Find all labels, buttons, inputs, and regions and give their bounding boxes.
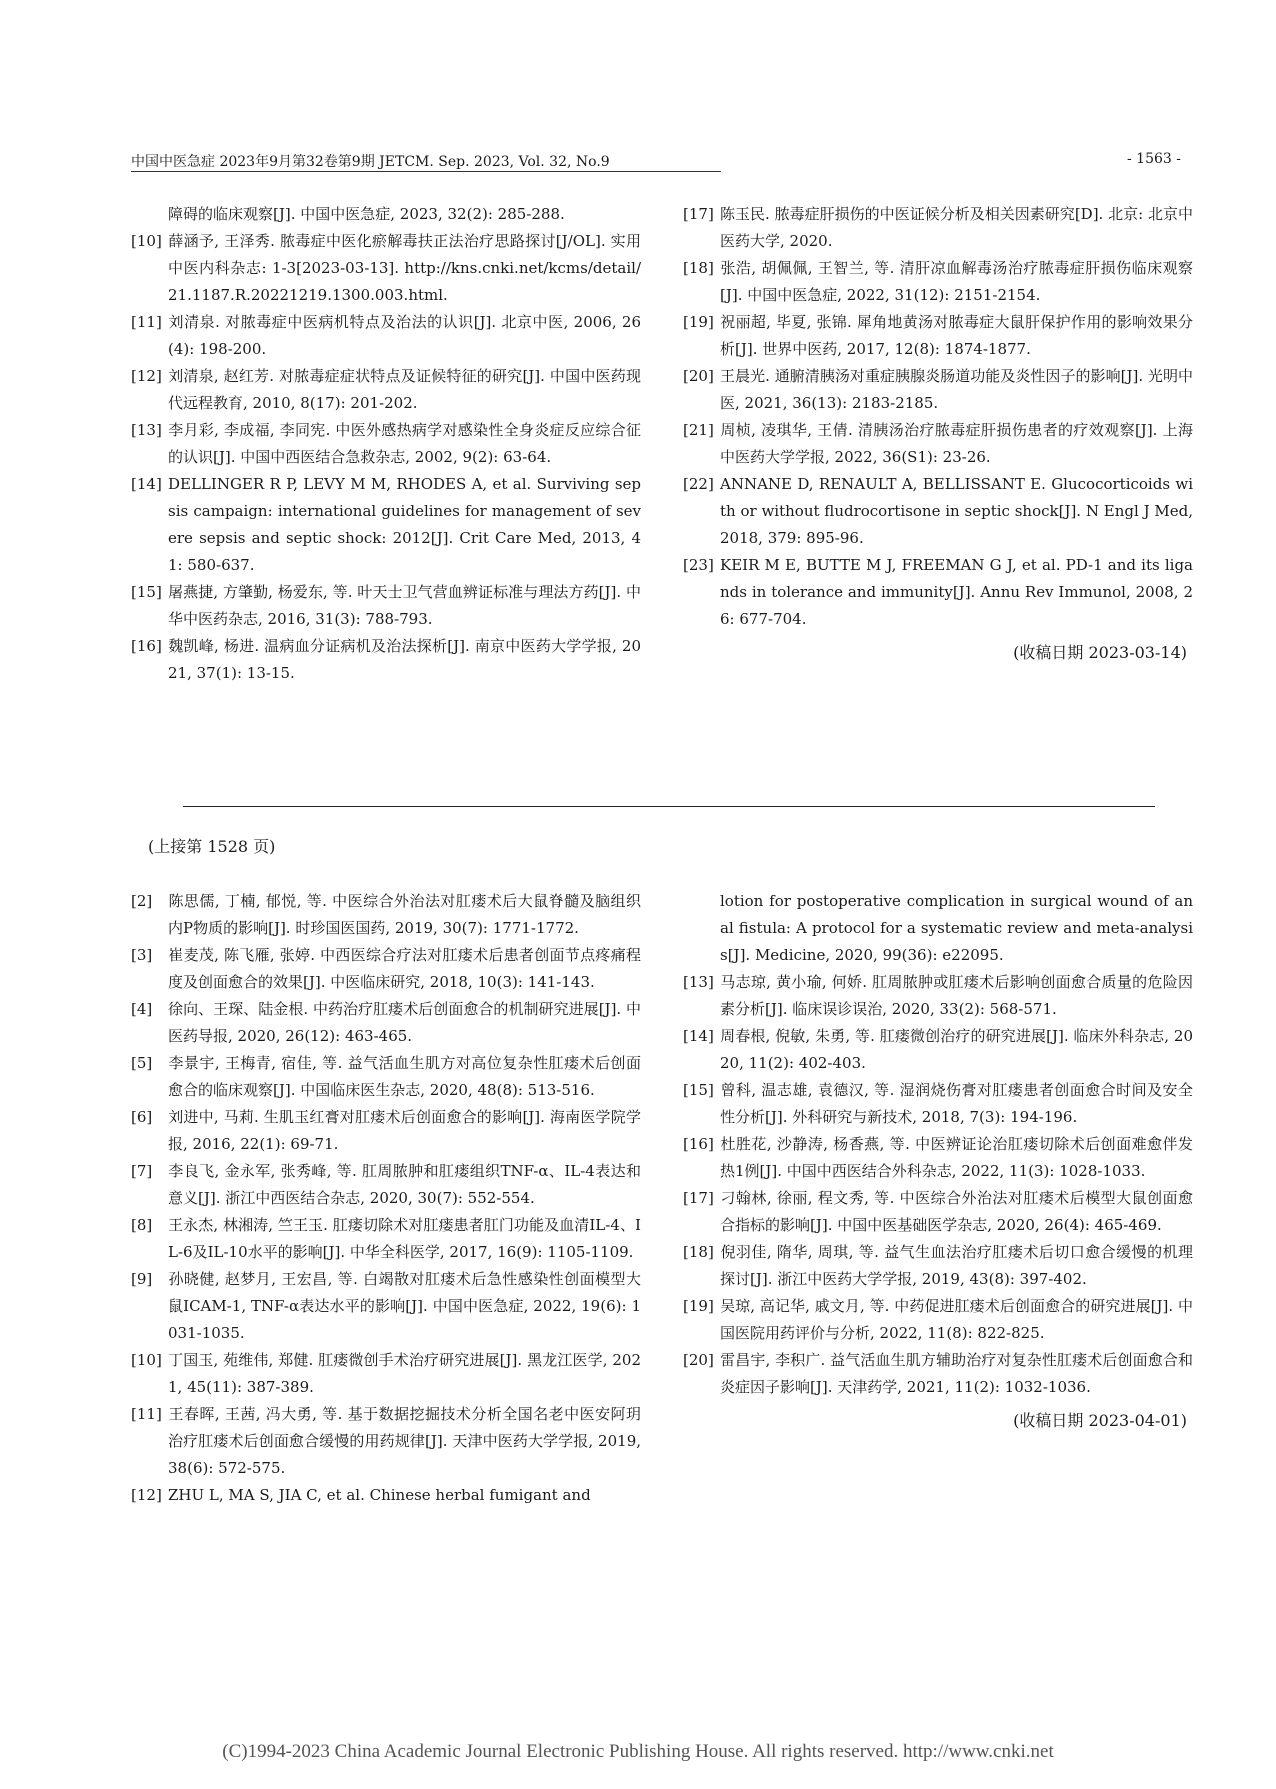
continuation-text: lotion for postoperative complication in surgical wound of anal fistula: A protocol for a systematic review and meta-analysis[J]. Medicine, 2020, 99(36): e22095. xyxy=(720,892,1193,964)
reference-number: [15] xyxy=(131,583,162,601)
reference-item xyxy=(131,1266,641,1347)
reference-text: 倪羽佳, 隋华, 周琪, 等. 益气生血法治疗肛瘘术后切口愈合缓慢的机理探讨[J]. 浙江中医药大学学报, 2019, 43(8): 397-402. xyxy=(720,1243,1193,1288)
reference-item xyxy=(131,1401,641,1482)
reference-number: [17] xyxy=(683,1189,714,1207)
reference-item xyxy=(131,579,641,633)
reference-number: [16] xyxy=(131,637,162,655)
reference-number: [14] xyxy=(131,475,162,493)
reference-item xyxy=(683,201,1193,255)
reference-item xyxy=(683,1077,1193,1131)
reference-text: ANNANE D, RENAULT A, BELLISSANT E. Glucocorticoids with or without fludrocortisone in septic shock[J]. N Engl J Med, 2018, 379: 895-96. xyxy=(720,475,1193,547)
reference-text: 崔麦茂, 陈飞雁, 张婷. 中西医综合疗法对肛瘘术后患者创面节点疼痛程度及创面愈合的效果[J]. 中医临床研究, 2018, 10(3): 141-143. xyxy=(168,946,641,991)
reference-item xyxy=(131,417,641,471)
reference-text: 薛涵予, 王泽秀. 脓毒症中医化瘀解毒扶正法治疗思路探讨[J/OL]. 实用中医内科杂志: 1-3[2023-03-13]. http://kns.cnki.net/kcms/detail/21.1187.R.20221219.1300.003.html. xyxy=(168,232,641,304)
received-date: (收稿日期 2023-04-01) xyxy=(1013,1411,1187,1430)
reference-item xyxy=(683,471,1193,552)
reference-text: 刘清泉, 赵红芳. 对脓毒症症状特点及证候特征的研究[J]. 中国中医药现代远程教育, 2010, 8(17): 201-202. xyxy=(168,367,641,412)
reference-text: 吴琼, 高记华, 戚文月, 等. 中药促进肛瘘术后创面愈合的研究进展[J]. 中国医院用药评价与分析, 2022, 11(8): 822-825. xyxy=(720,1297,1193,1342)
reference-text: 陈玉民. 脓毒症肝损伤的中医证候分析及相关因素研究[D]. 北京: 北京中医药大学, 2020. xyxy=(720,205,1193,250)
reference-text: 王永杰, 林湘涛, 竺王玉. 肛瘘切除术对肛瘘患者肛门功能及血清IL-4、IL-6及IL-10水平的影响[J]. 中华全科医学, 2017, 16(9): 1105-1109. xyxy=(168,1216,641,1261)
reference-number: [5] xyxy=(131,1054,153,1072)
top-right-column xyxy=(683,201,1193,666)
reference-number: [21] xyxy=(683,421,714,439)
reference-number: [13] xyxy=(683,973,714,991)
reference-number: [6] xyxy=(131,1108,153,1126)
reference-number: [16] xyxy=(683,1135,714,1153)
reference-text: 李景宇, 王梅青, 宿佳, 等. 益气活血生肌方对高位复杂性肛瘘术后创面愈合的临床观察[J]. 中国临床医生杂志, 2020, 48(8): 513-516. xyxy=(168,1054,641,1099)
reference-list xyxy=(683,969,1193,1401)
reference-item xyxy=(131,309,641,363)
reference-number: [12] xyxy=(131,1486,162,1504)
reference-item xyxy=(683,1023,1193,1077)
page-number: - 1563 - xyxy=(1127,151,1181,167)
reference-item xyxy=(131,1482,641,1509)
reference-text: DELLINGER R P, LEVY M M, RHODES A, et al. Surviving sepsis campaign: international guidelines for management of severe sepsis and septic shock: 2012[J]. Crit Care Med, 2013, 41: 580-637. xyxy=(168,475,641,574)
reference-list xyxy=(131,228,641,687)
reference-item xyxy=(131,633,641,687)
copyright-footer: (C)1994-2023 China Academic Journal Electronic Publishing House. All rights reserved. http://www.cnki.net xyxy=(222,1741,1054,1762)
reference-text: 曾科, 温志雄, 袁德汉, 等. 湿润烧伤膏对肛瘘患者创面愈合时间及安全性分析[J]. 外科研究与新技术, 2018, 7(3): 194-196. xyxy=(720,1081,1193,1126)
reference-number: [22] xyxy=(683,475,714,493)
continuation-text: 障碍的临床观察[J]. 中国中医急症, 2023, 32(2): 285-288. xyxy=(168,205,565,223)
top-left-column xyxy=(131,201,641,687)
reference-number: [10] xyxy=(131,232,162,250)
reference-item xyxy=(131,1347,641,1401)
reference-text: 徐向、王琛、陆金根. 中药治疗肛瘘术后创面愈合的机制研究进展[J]. 中医药导报, 2020, 26(12): 463-465. xyxy=(168,1000,641,1045)
reference-text: 李良飞, 金永军, 张秀峰, 等. 肛周脓肿和肛瘘组织TNF-α、IL-4表达和意义[J]. 浙江中西医结合杂志, 2020, 30(7): 552-554. xyxy=(168,1162,641,1207)
reference-number: [8] xyxy=(131,1216,153,1234)
reference-text: 马志琼, 黄小瑜, 何娇. 肛周脓肿或肛瘘术后影响创面愈合质量的危险因素分析[J]. 临床误诊误治, 2020, 33(2): 568-571. xyxy=(720,973,1193,1018)
reference-number: [15] xyxy=(683,1081,714,1099)
reference-number: [20] xyxy=(683,1351,714,1369)
reference-text: 刁翰林, 徐丽, 程文秀, 等. 中医综合外治法对肛瘘术后模型大鼠创面愈合指标的影响[J]. 中国中医基础医学杂志, 2020, 26(4): 465-469. xyxy=(720,1189,1193,1234)
reference-number: [12] xyxy=(131,367,162,385)
reference-number: [20] xyxy=(683,367,714,385)
reference-text: 王春晖, 王茜, 冯大勇, 等. 基于数据挖掘技术分析全国名老中医安阿玥治疗肛瘘术后创面愈合缓慢的用药规律[J]. 天津中医药大学学报, 2019, 38(6): 572-575. xyxy=(168,1405,641,1477)
journal-header: 中国中医急症 2023年9月第32卷第9期 JETCM. Sep. 2023, Vol. 32, No.9 xyxy=(131,154,610,170)
reference-text: 李月彩, 李成福, 李同宪. 中医外感热病学对感染性全身炎症反应综合征的认识[J]. 中国中西医结合急救杂志, 2002, 9(2): 63-64. xyxy=(168,421,641,466)
header-rule xyxy=(131,171,721,172)
reference-text: 周春根, 倪敏, 朱勇, 等. 肛瘘微创治疗的研究进展[J]. 临床外科杂志, 2020, 11(2): 402-403. xyxy=(720,1027,1193,1072)
reference-number: [19] xyxy=(683,1297,714,1315)
reference-item xyxy=(131,1050,641,1104)
continued-from-note: (上接第 1528 页) xyxy=(148,837,276,856)
reference-item xyxy=(131,888,641,942)
reference-number: [11] xyxy=(131,1405,162,1423)
reference-number: [17] xyxy=(683,205,714,223)
reference-text: KEIR M E, BUTTE M J, FREEMAN G J, et al. PD-1 and its ligands in tolerance and immunity[J]. Annu Rev Immunol, 2008, 26: 677-704. xyxy=(720,556,1193,628)
reference-item xyxy=(683,1185,1193,1239)
reference-number: [7] xyxy=(131,1162,153,1180)
bottom-left-column xyxy=(131,888,641,1509)
reference-item xyxy=(683,417,1193,471)
reference-list xyxy=(683,201,1193,633)
reference-item xyxy=(683,309,1193,363)
reference-item xyxy=(683,1293,1193,1347)
reference-number: [3] xyxy=(131,946,153,964)
reference-number: [18] xyxy=(683,1243,714,1261)
reference-item xyxy=(131,471,641,579)
reference-text: 丁国玉, 苑维伟, 郑健. 肛瘘微创手术治疗研究进展[J]. 黑龙江医学, 2021, 45(11): 387-389. xyxy=(168,1351,641,1396)
reference-item xyxy=(683,255,1193,309)
reference-item xyxy=(683,969,1193,1023)
reference-item xyxy=(131,942,641,996)
reference-item xyxy=(131,363,641,417)
reference-item xyxy=(683,552,1193,633)
reference-item xyxy=(131,996,641,1050)
reference-item xyxy=(683,1239,1193,1293)
reference-text: ZHU L, MA S, JIA C, et al. Chinese herbal fumigant and xyxy=(168,1486,591,1504)
reference-text: 陈思儒, 丁楠, 郁悦, 等. 中医综合外治法对肛瘘术后大鼠脊髓及脑组织内P物质的影响[J]. 时珍国医国药, 2019, 30(7): 1771-1772. xyxy=(168,892,641,937)
reference-number: [13] xyxy=(131,421,162,439)
reference-item xyxy=(131,228,641,309)
reference-text: 周桢, 凌琪华, 王倩. 清胰汤治疗脓毒症肝损伤患者的疗效观察[J]. 上海中医药大学学报, 2022, 36(S1): 23-26. xyxy=(720,421,1193,466)
reference-item xyxy=(131,1158,641,1212)
reference-number: [11] xyxy=(131,313,162,331)
reference-item xyxy=(131,1104,641,1158)
received-date: (收稿日期 2023-03-14) xyxy=(1013,643,1187,662)
reference-text: 祝丽超, 毕夏, 张锦. 犀角地黄汤对脓毒症大鼠肝保护作用的影响效果分析[J]. 世界中医药, 2017, 12(8): 1874-1877. xyxy=(720,313,1193,358)
reference-number: [2] xyxy=(131,892,153,910)
reference-number: [19] xyxy=(683,313,714,331)
section-divider xyxy=(183,806,1155,807)
reference-text: 刘进中, 马莉. 生肌玉红膏对肛瘘术后创面愈合的影响[J]. 海南医学院学报, 2016, 22(1): 69-71. xyxy=(168,1108,641,1153)
reference-number: [18] xyxy=(683,259,714,277)
reference-item xyxy=(683,363,1193,417)
bottom-right-column xyxy=(683,888,1193,1434)
reference-text: 雷昌宇, 李积广. 益气活血生肌方辅助治疗对复杂性肛瘘术后创面愈合和炎症因子影响[J]. 天津药学, 2021, 11(2): 1032-1036. xyxy=(720,1351,1193,1396)
reference-text: 王晨光. 通腑清胰汤对重症胰腺炎肠道功能及炎性因子的影响[J]. 光明中医, 2021, 36(13): 2183-2185. xyxy=(720,367,1193,412)
reference-text: 张浩, 胡佩佩, 王智兰, 等. 清肝凉血解毒汤治疗脓毒症肝损伤临床观察[J]. 中国中医急症, 2022, 31(12): 2151-2154. xyxy=(720,259,1193,304)
reference-item xyxy=(683,1347,1193,1401)
reference-text: 孙晓健, 赵梦月, 王宏昌, 等. 白竭散对肛瘘术后急性感染性创面模型大鼠ICAM-1, TNF-α表达水平的影响[J]. 中国中医急症, 2022, 19(6): 1031-1035. xyxy=(168,1270,641,1342)
reference-text: 魏凯峰, 杨进. 温病血分证病机及治法探析[J]. 南京中医药大学学报, 2021, 37(1): 13-15. xyxy=(168,637,641,682)
reference-item xyxy=(683,1131,1193,1185)
reference-number: [14] xyxy=(683,1027,714,1045)
reference-number: [4] xyxy=(131,1000,153,1018)
reference-number: [23] xyxy=(683,556,714,574)
reference-text: 屠燕捷, 方肇勤, 杨爱东, 等. 叶天士卫气营血辨证标准与理法方药[J]. 中华中医药杂志, 2016, 31(3): 788-793. xyxy=(168,583,641,628)
reference-item xyxy=(131,1212,641,1266)
reference-number: [9] xyxy=(131,1270,153,1288)
reference-text: 杜胜花, 沙静涛, 杨香燕, 等. 中医辨证论治肛瘘切除术后创面难愈伴发热1例[J]. 中国中西医结合外科杂志, 2022, 11(3): 1028-1033. xyxy=(720,1135,1193,1180)
reference-text: 刘清泉. 对脓毒症中医病机特点及治法的认识[J]. 北京中医, 2006, 26(4): 198-200. xyxy=(168,313,641,358)
reference-list xyxy=(131,888,641,1509)
reference-number: [10] xyxy=(131,1351,162,1369)
